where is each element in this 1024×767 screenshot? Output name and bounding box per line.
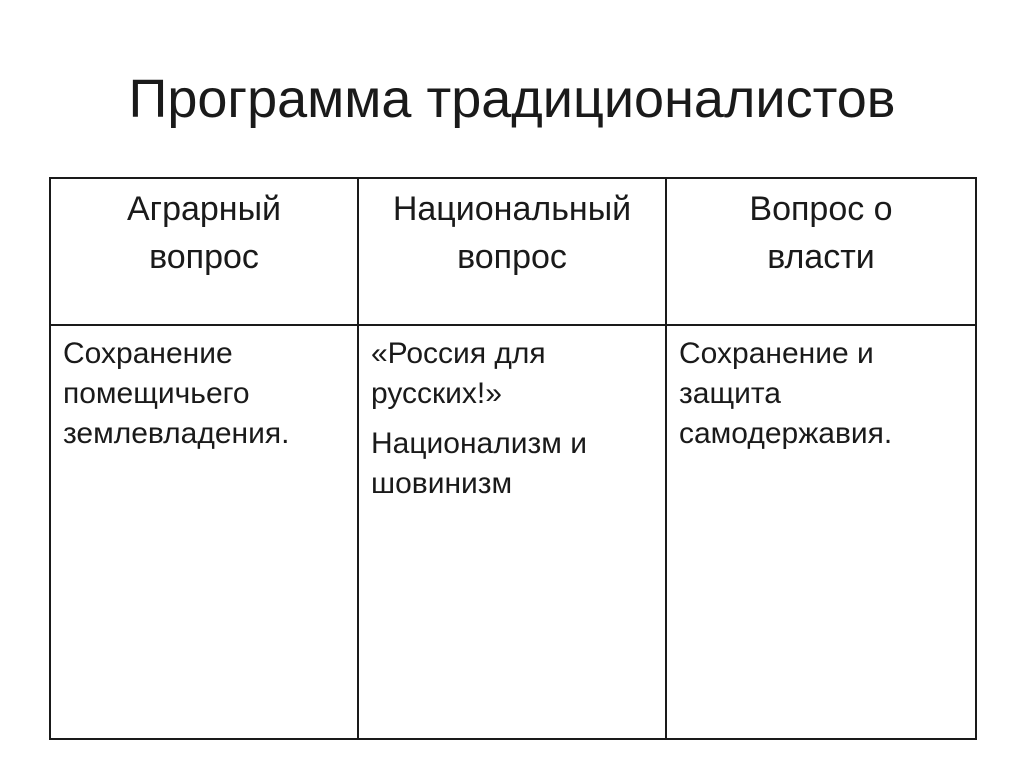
cell-power bbox=[666, 325, 976, 739]
cell-paragraph bbox=[371, 424, 653, 504]
header-agrarian-question bbox=[50, 178, 358, 325]
cell-line: шовинизм bbox=[371, 467, 513, 500]
cell-line: землевладения. bbox=[63, 417, 290, 450]
cell-paragraph bbox=[371, 334, 653, 414]
header-line: власти bbox=[767, 238, 875, 276]
program-table bbox=[49, 177, 977, 740]
table-header-row bbox=[50, 178, 976, 325]
slide-title: Программа традиционалистов bbox=[128, 69, 896, 129]
cell-line: Сохранение bbox=[63, 337, 233, 370]
table-row bbox=[50, 325, 976, 739]
header-national-question bbox=[358, 178, 666, 325]
cell-line: «Россия для bbox=[371, 337, 546, 370]
cell-line: Сохранение и bbox=[679, 337, 874, 370]
cell-line: самодержавия. bbox=[679, 417, 893, 450]
header-power-question bbox=[666, 178, 976, 325]
cell-national bbox=[358, 325, 666, 739]
cell-line: защита bbox=[679, 377, 781, 410]
header-line: Аграрный bbox=[126, 190, 281, 228]
cell-line: русских!» bbox=[371, 377, 502, 410]
header-line: вопрос bbox=[457, 238, 567, 276]
cell-line: помещичьего bbox=[63, 377, 250, 410]
cell-agrarian bbox=[50, 325, 358, 739]
header-line: Вопрос о bbox=[749, 190, 893, 228]
cell-paragraph bbox=[679, 334, 963, 454]
header-line: вопрос bbox=[149, 238, 259, 276]
cell-paragraph bbox=[63, 334, 345, 454]
header-line: Национальный bbox=[392, 190, 632, 228]
cell-line: Национализм и bbox=[371, 427, 587, 460]
